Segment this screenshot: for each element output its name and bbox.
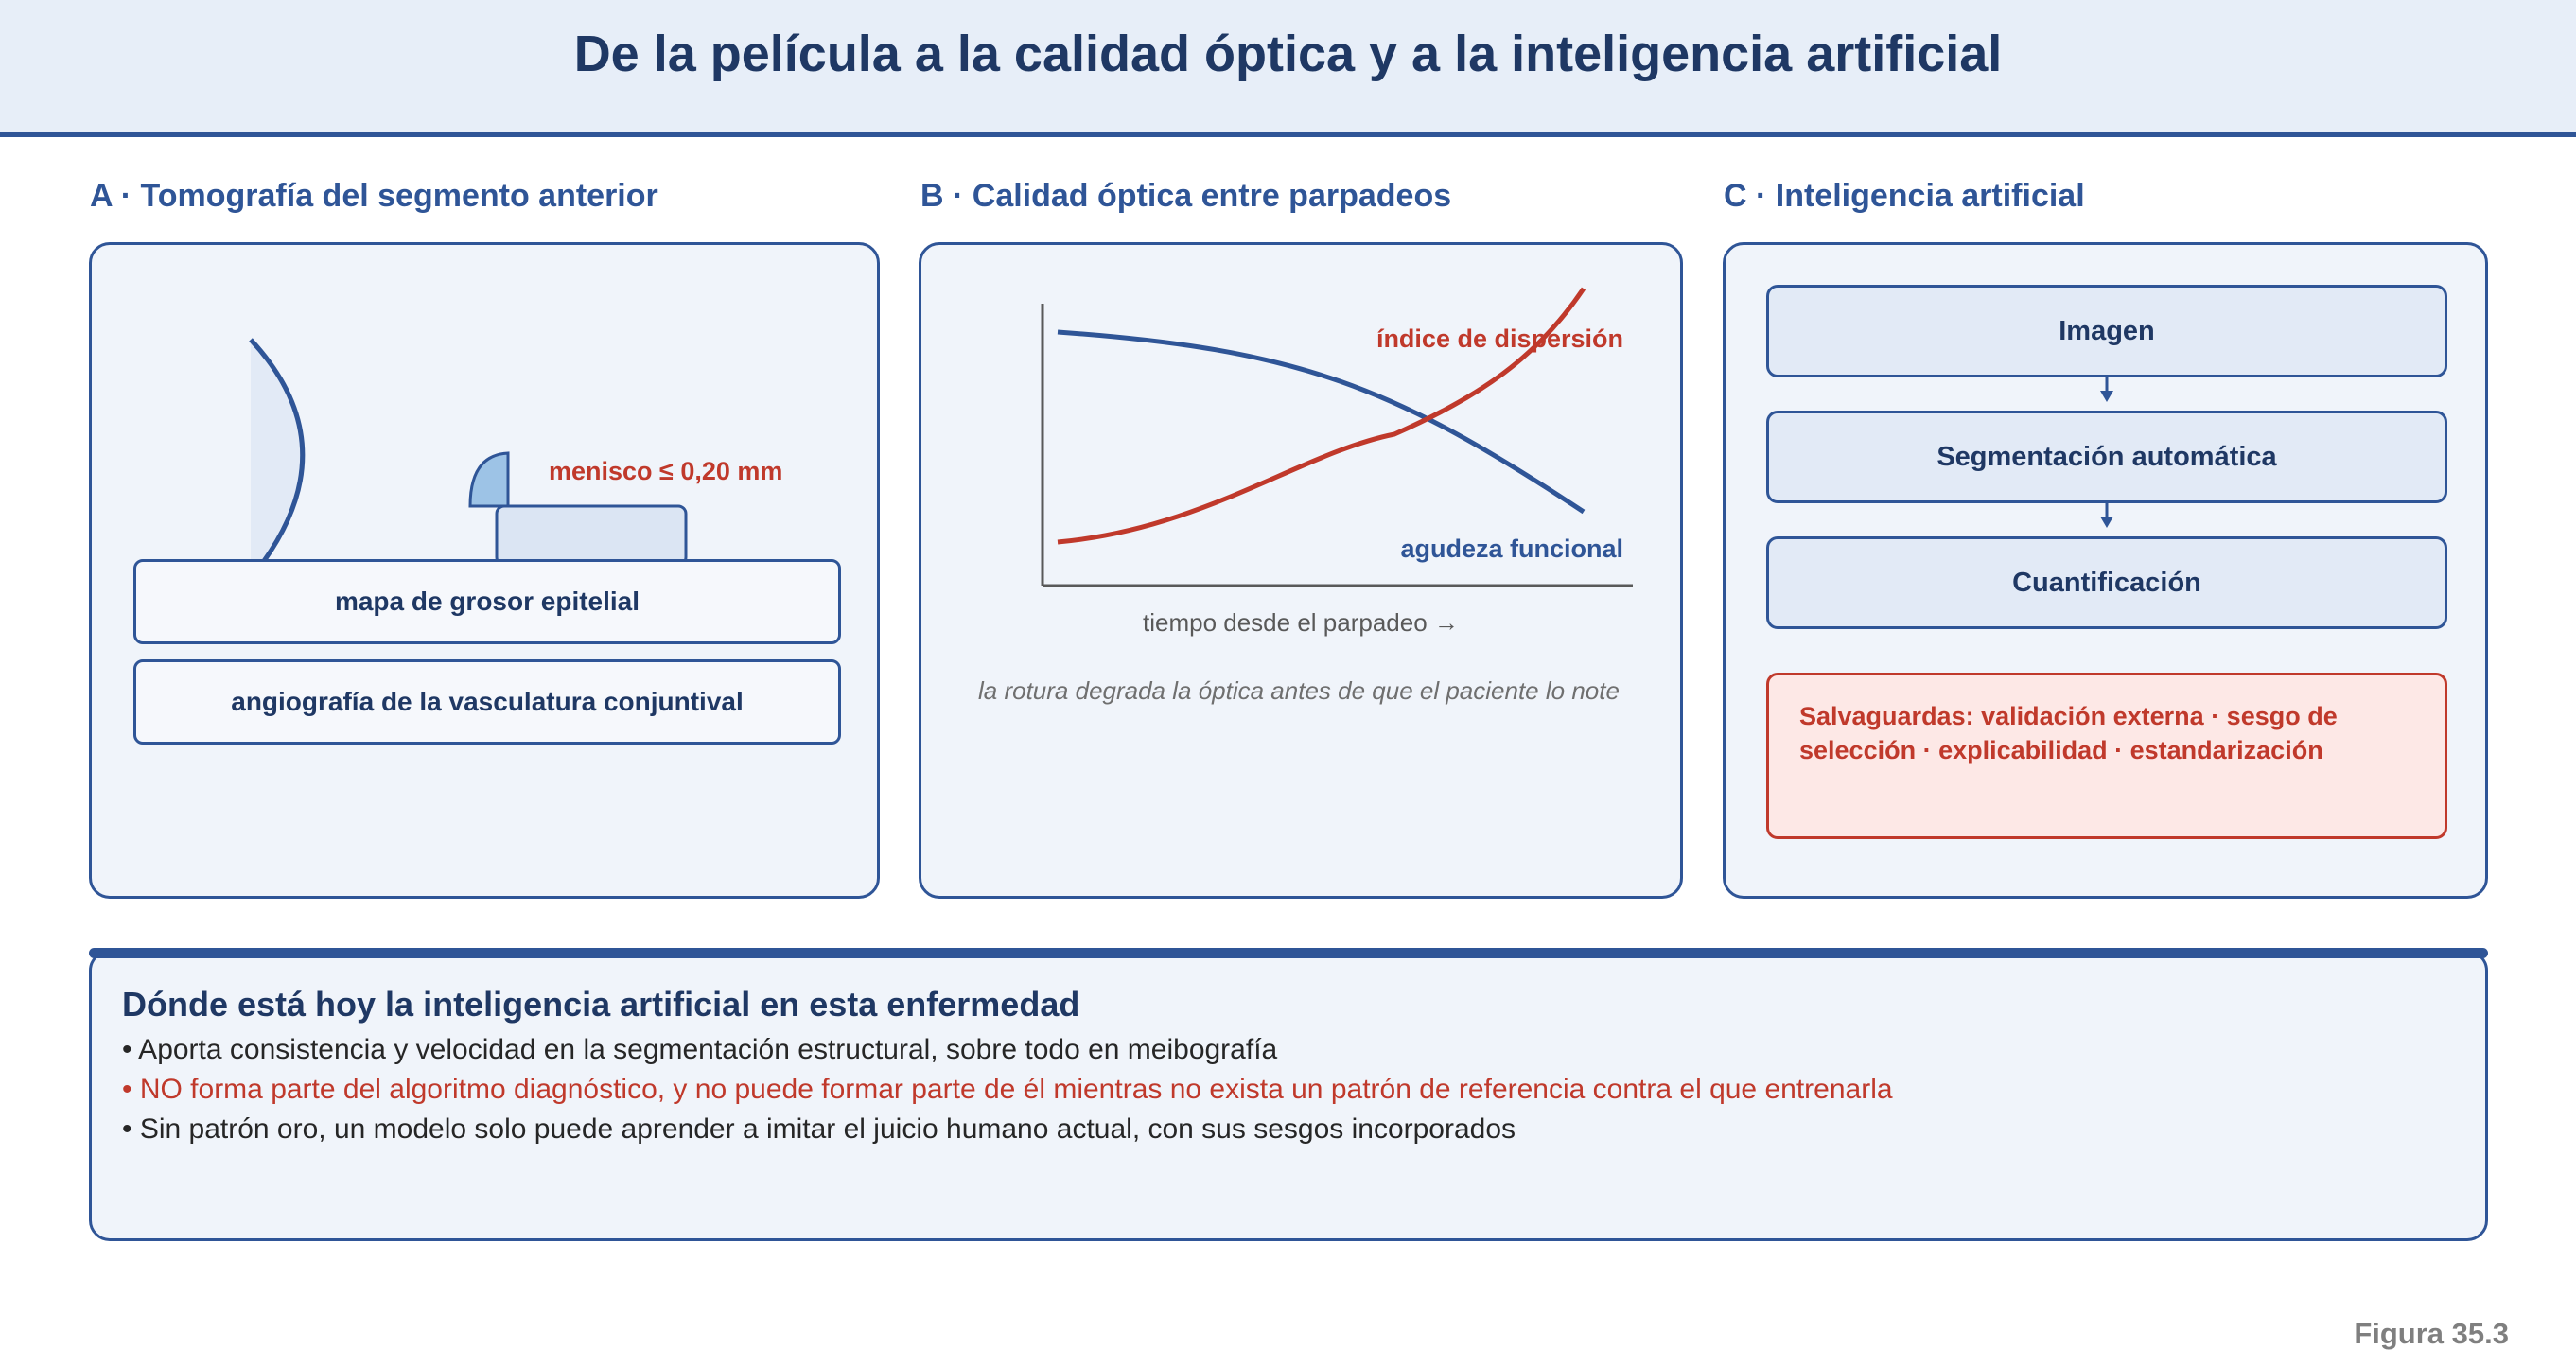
summary-heading: Dónde está hoy la inteligencia artificial en esta enfermedad [122,985,1080,1024]
panel-a [89,242,880,899]
acuity-series-label: agudeza funcional [1400,535,1623,563]
panel-b [919,242,1683,899]
step-segmentation-box: Segmentación automática [1766,411,2447,503]
step-image-box: Imagen [1766,285,2447,377]
safeguards-box [1766,673,2447,839]
panel-c-title: C · Inteligencia artificial [1724,178,2085,214]
meniscus-label: menisco ≤ 0,20 mm [549,457,783,485]
summary-bullet-1: • Aporta consistencia y velocidad en la segmentación estructural, sobre todo en meibografía [122,1034,1278,1065]
x-axis-label: tiempo desde el parpadeo → [1143,608,1459,637]
acuity-curve [1058,332,1584,512]
arrow-down-icon [2100,503,2113,528]
summary-accent-bar [89,948,2488,958]
summary-bullet-2: • NO forma parte del algoritmo diagnóstico, y no puede formar parte de él mientras no exista un patrón de referencia contra el que entrenarla [122,1074,1893,1105]
safeguards-line-1: Salvaguardas: validación externa · sesgo de [1799,702,2338,730]
summary-box [89,950,2488,1241]
safeguards-line-2: selección · explicabilidad · estandarización [1799,736,2323,764]
panel-a-title: A · Tomografía del segmento anterior [90,178,658,214]
epithelial-map-box: mapa de grosor epitelial [133,559,841,644]
step-quantification-box: Cuantificación [1766,536,2447,629]
chart-caption: la rotura degrada la óptica antes de que el paciente lo note [978,676,1620,705]
tear-meniscus-shape [470,453,508,506]
dispersion-series-label: índice de dispersión [1376,324,1623,353]
summary-bullet-3: • Sin patrón oro, un modelo solo puede aprender a imitar el juicio humano actual, con sus sesgos incorporados [122,1113,1516,1145]
panel-b-title: B · Calidad óptica entre parpadeos [920,178,1452,214]
arrow-down-icon [2100,377,2113,402]
header-banner [0,0,2576,137]
angiography-box: angiografía de la vasculatura conjuntival [133,659,841,745]
eyelid-block [497,506,686,565]
figure-label: Figura 35.3 [2354,1317,2509,1350]
page-title: De la película a la calidad óptica y a la inteligencia artificial [573,26,2003,82]
panel-c [1723,242,2488,899]
